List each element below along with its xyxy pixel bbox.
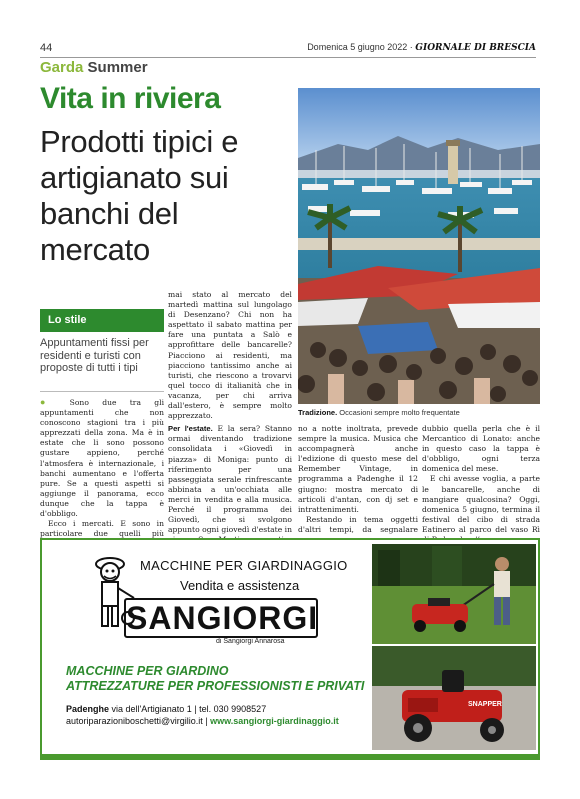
- section-title: [40, 59, 148, 76]
- paragraph-text: E la sera? Stanno ormai diventando tradizione consolidata i «Giovedì in piazza» di Moniga: punto di riferimento per una passeggiata serale rinfrescante abbinata a un'occhiata alle merci in vendita e alla musica. Perché il programma dei Giovedì, che si svolgono appunto ogni giovedì d'estate in: [168, 424, 292, 535]
- ad-tagline-line1: MACCHINE PER GIARDINO: [66, 664, 229, 678]
- ad-brand-logo: SANGIORGI: [126, 600, 319, 636]
- body-column-1: [40, 397, 164, 560]
- article-kicker: Vita in riviera: [40, 82, 221, 115]
- ad-web-line: [66, 715, 339, 727]
- subhead-rule: [40, 391, 164, 392]
- tractor-brand: SNAPPER: [468, 701, 502, 708]
- runin-heading: Per l'estate.: [168, 424, 213, 434]
- paragraph: no a notte inoltrata, prevede sempre la musica. Musica che accompagnerà anche l'edizione di questo mese del Remember Vintage, in programma a Padenghe il 12 giugno: mostra mercato di articoli d'antan, con dj set e intrattenimenti.: [298, 424, 418, 514]
- lawn-tractor-photo: [372, 646, 536, 750]
- caption-text: Occasioni sempre molto frequentate: [339, 408, 460, 417]
- lawnmower-photo: [372, 544, 536, 644]
- paragraph: [168, 424, 292, 555]
- paragraph: Restando in tema oggetti d'altri tempi, da segnalare: [298, 514, 418, 534]
- section-box-label: Lo stile: [40, 309, 164, 331]
- ad-address-line: [66, 703, 339, 715]
- body-column-3: [298, 424, 418, 545]
- article-subheadline: Appuntamenti fissi per residenti e turisti con proposte di tutti i tipi: [40, 337, 149, 374]
- ad-address: via dell'Artigianato 1 | tel. 030 9908527: [111, 704, 267, 714]
- ad-subheadline: Vendita e assistenza: [180, 578, 300, 593]
- header-separator: ·: [409, 42, 413, 52]
- ad-town: Padenghe: [66, 704, 110, 714]
- page-header-info: [307, 42, 536, 53]
- paragraph: [422, 474, 540, 545]
- ad-photo-tractor: [372, 646, 536, 750]
- ad-tagline: [66, 664, 364, 694]
- section-title-part1: Garda: [40, 59, 84, 76]
- paragraph: Ecco i mercati. E sono in particolare due quelli più: [40, 519, 164, 539]
- paragraph-text: Sono due tra gli appuntamenti che non conoscono stagioni tra i più apprezzati della zona. Ma è in estate che li sono possono gustare appieno, perché l'atmosfera è internazionale, i banchi aumentano e l'offerta pure. Se a questi aspetti si aggiunge il panorama, ecco dunque che la tappa è d'obbligo.: [40, 398, 164, 519]
- paragraph: [40, 397, 164, 519]
- page-number: 44: [40, 42, 53, 54]
- header-rule: [40, 57, 536, 58]
- article-headline: Prodotti tipici e artigianato sui banchi del mercato: [40, 124, 239, 267]
- paragraph-text: E chi avesse voglia, a parte le bancarelle, anche di mangiare qualcosina? Oggi, domenica 5 giugno, termina il festival del cibo di strada Eatinero al parco del vaso Rì: [422, 474, 540, 534]
- body-column-4: [422, 424, 540, 545]
- photo-caption: [298, 408, 548, 417]
- box-rule: [40, 331, 164, 332]
- ad-website[interactable]: www.sangiorgi-giardinaggio.it: [210, 716, 339, 726]
- bullet-icon: ●: [40, 397, 57, 407]
- ad-owner: di Sangiorgi Annarosa: [216, 638, 285, 645]
- paragraph: dubbio quella perla che è il Mercantico di Lonato: anche in questo caso la tappa è d'obbligo, ogni terza domenica del mese.: [422, 424, 540, 474]
- ad-headline: MACCHINE PER GIARDINAGGIO: [140, 558, 348, 573]
- body-column-2: [168, 290, 292, 555]
- article-photo: [298, 88, 540, 404]
- ad-contact: [66, 703, 339, 727]
- lakeside-market-photo: [298, 88, 540, 404]
- caption-label: Tradizione.: [298, 408, 338, 417]
- ad-photo-lawnmower: [372, 544, 536, 644]
- section-title-part2: Summer: [87, 59, 148, 76]
- paragraph: mai stato al mercato del martedì mattina sul lungolago di Desenzano? Chi non ha aspettato il sabato mattina per fare una puntata a Salò e approfittare delle bancarelle? Piacciono ai residenti, ma piacciono tantissimo anche ai turisti, che riescono a trovarvi quel tocco di italianità che in vacanza, per chi arriva dall'estero, è sempre molto apprezzato.: [168, 290, 292, 421]
- newspaper-name: GIORNALE DI BRESCIA: [415, 43, 536, 53]
- ad-email[interactable]: autoriparazioniboschetti@virgilio.it |: [66, 716, 208, 726]
- issue-date: Domenica 5 giugno 2022: [307, 42, 408, 52]
- ad-tagline-line2: ATTREZZATURE PER PROFESSIONISTI E PRIVATI: [66, 679, 365, 693]
- ad-footer-bar: [40, 754, 540, 760]
